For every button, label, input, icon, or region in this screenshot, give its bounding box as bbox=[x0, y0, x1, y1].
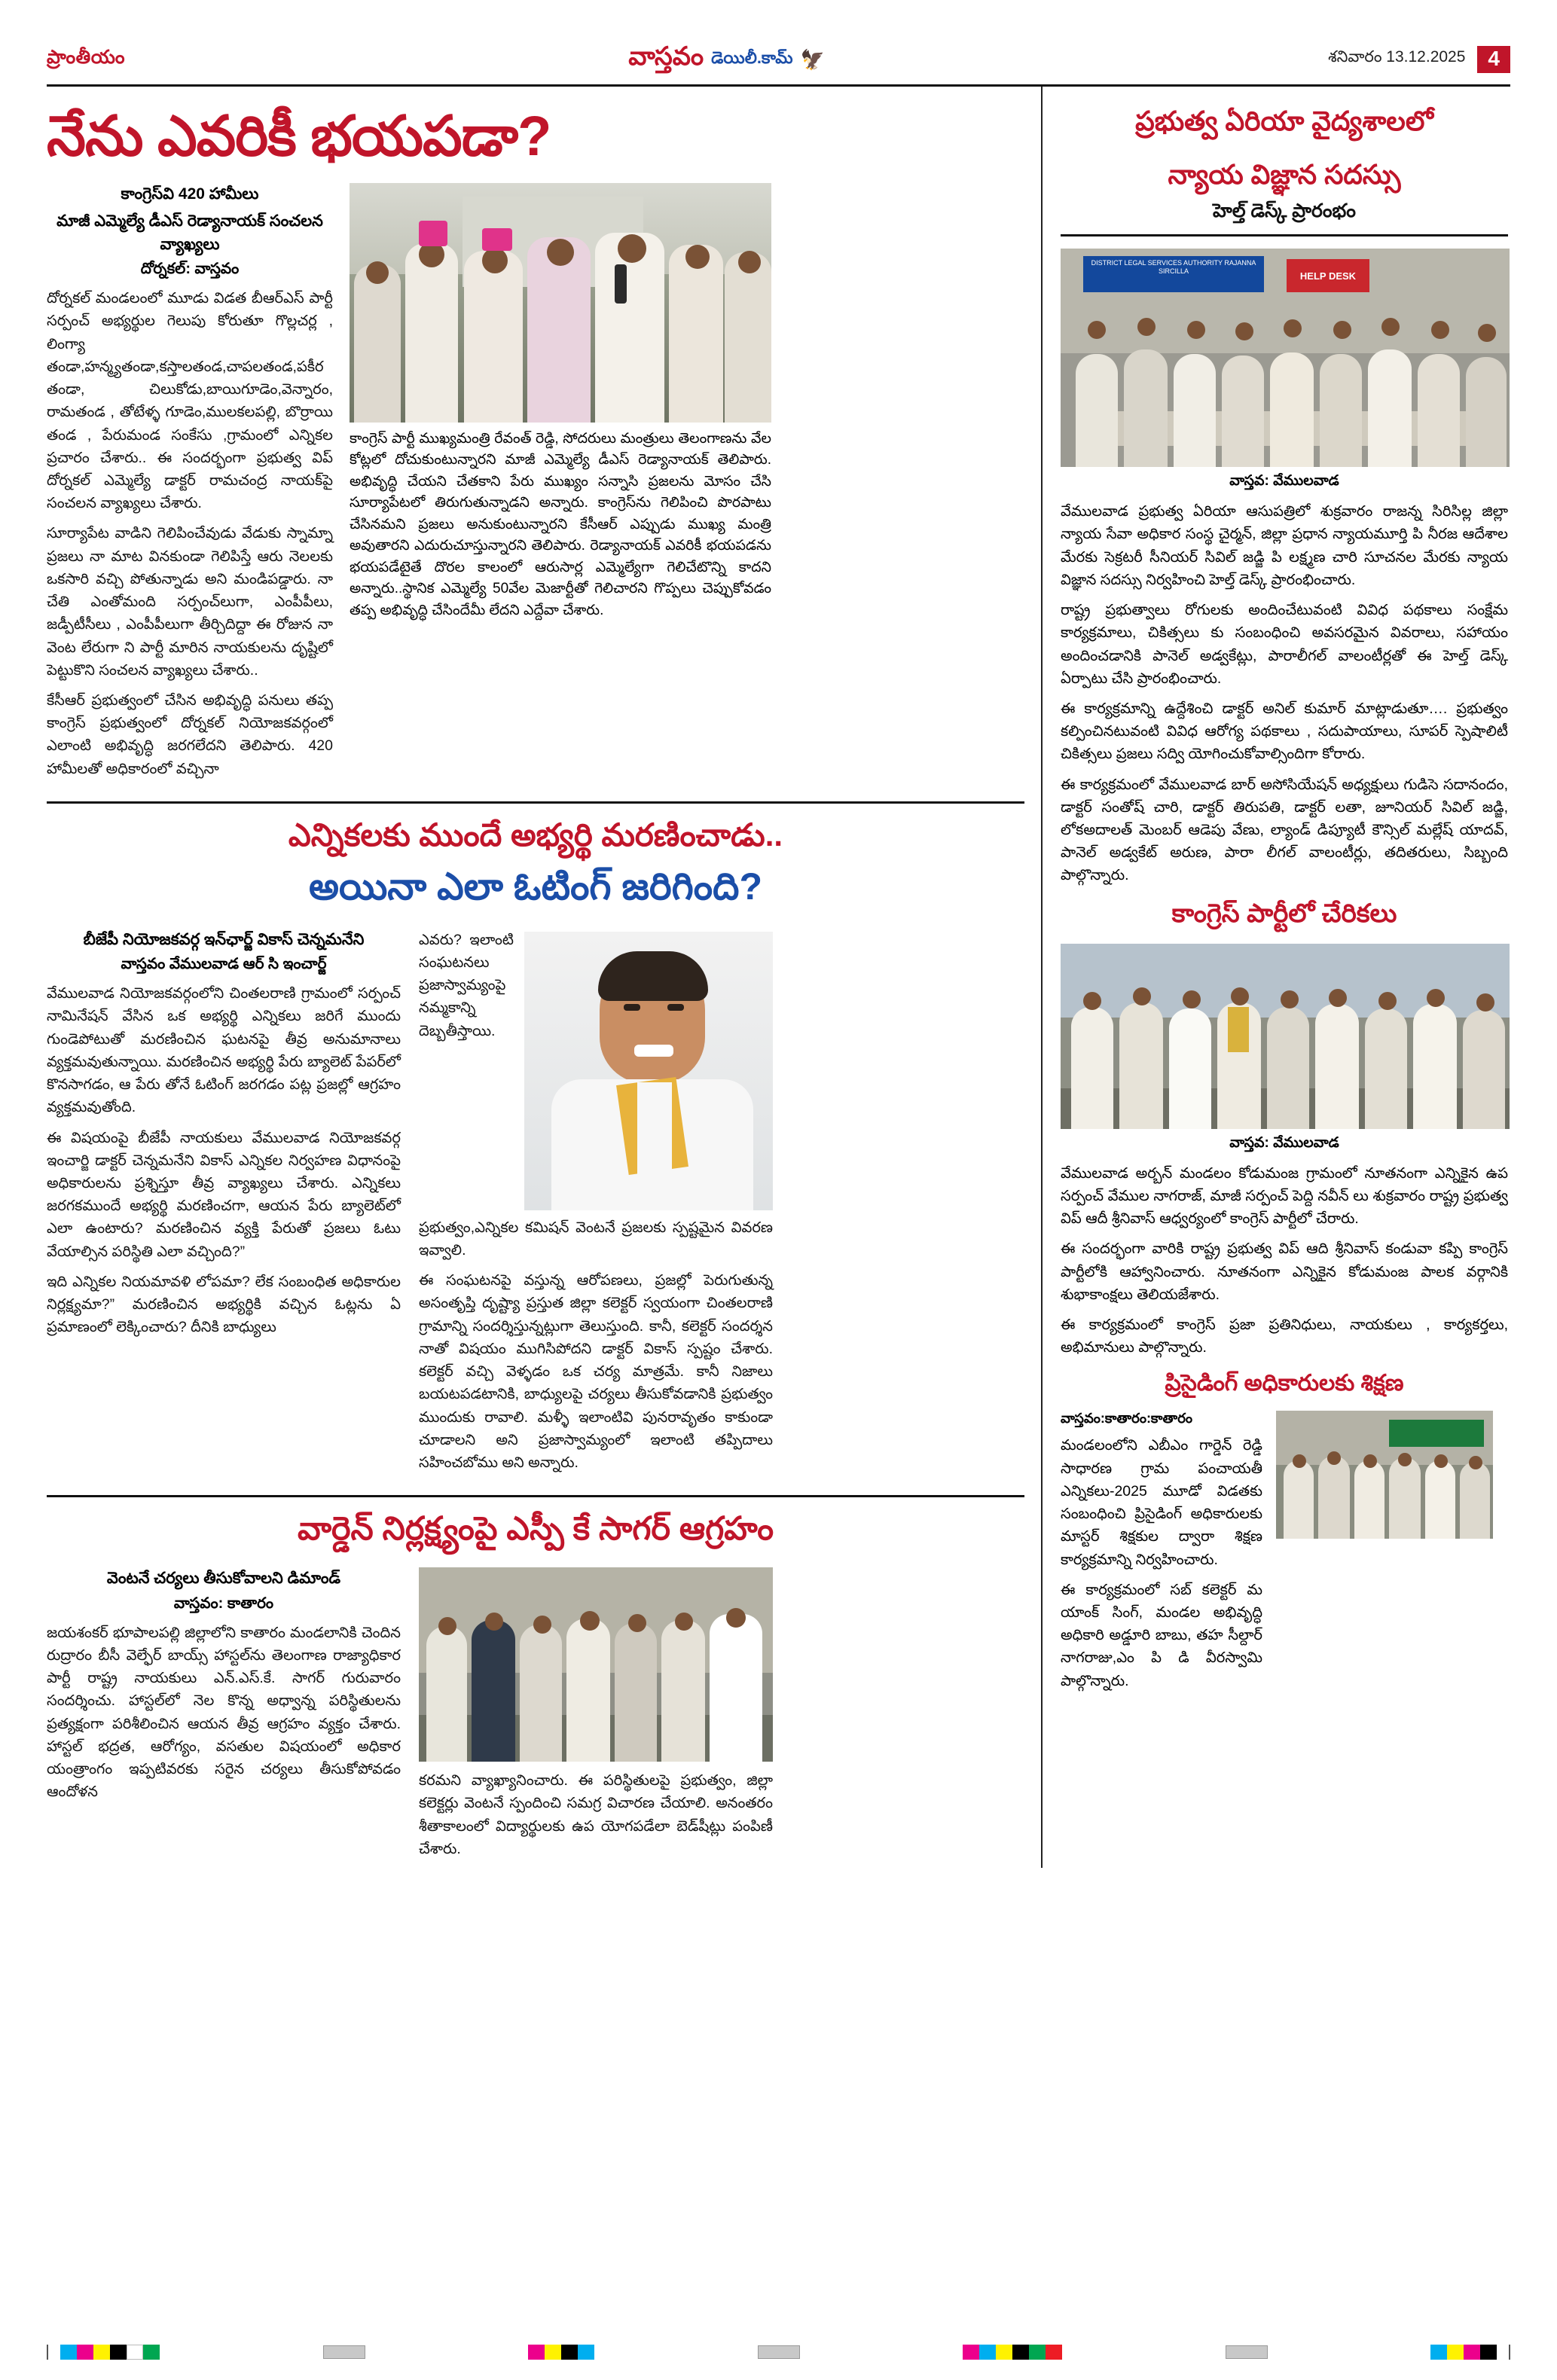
story-lead-kicker-2: మాజీ ఎమ్మెల్యే డీఎస్ రెడ్యానాయక్ సంచలన వ్యాఖ్యలు bbox=[56, 212, 323, 253]
publication-date: శనివారం 13.12.2025 bbox=[1328, 48, 1466, 66]
story-ballot-left-column bbox=[47, 929, 401, 1481]
story-lead-byline: దోర్నకల్: వాస్తవం bbox=[140, 261, 240, 278]
vikas-chennamaneni-portrait bbox=[524, 932, 773, 1210]
right-story-1-headline-2: న్యాయ విజ్ఞాన సదస్సు bbox=[1168, 158, 1401, 190]
story-ballot-kicker: బీజేపీ నియోజకవర్గ ఇన్‌ఛార్జ్ వికాస్ చెన్నమనేని bbox=[83, 930, 365, 948]
story-lead-body bbox=[47, 287, 333, 780]
paragraph: ఎవరు? ఇలాంటి సంఘటనలు ప్రజాస్వామ్యంపై నమ్మకాన్ని దెబ్బతీస్తాయి. ప్రభుత్వం,ఎన్నికల కమిషన్ వెంటనే ప్రజలకు స్పష్టమైన వివరణ ఇవ్వాలి. bbox=[419, 931, 773, 1259]
paragraph: వేములవాడ ప్రభుత్వ ఏరియా ఆసుపత్రిలో శుక్రవారం రాజన్న సిరిసిల్ల జిల్లా న్యాయ సేవా అధికార సంస్థ చైర్మన్, జిల్లా ప్రధాన న్యాయమూర్తి పి నీరజ ఆదేశాల మేరకు సెక్రటరీ సీనియర్ సివిల్ జడ్జి పి లక్ష్మణ చారి సూచనల మేరకు న్యాయ విజ్ఞాన సదస్సు నిర్వహించి హెల్త్ డెస్క్ ప్రారంభించారు. bbox=[1061, 503, 1508, 588]
paper-title: వాస్తవం bbox=[628, 41, 704, 71]
story-lead-photo-column bbox=[350, 183, 771, 788]
gray-patch bbox=[323, 2345, 365, 2359]
presiding-officers-training-photo bbox=[1276, 1411, 1493, 1539]
right-story-2-body bbox=[1061, 1162, 1508, 1359]
story-hostel-headline: వార్డెన్ నిర్లక్ష్యంపై ఎస్పీ కే సాగర్ ఆగ్రహం bbox=[297, 1511, 774, 1548]
story-ballot-right-column bbox=[419, 929, 773, 1481]
bird-icon: 🦅 bbox=[800, 47, 825, 71]
paragraph: ఈ సందర్భంగా వారికి రాష్ట్ర ప్రభుత్వ విప్ ఆది శ్రీనివాస్ కండువా కప్పి కాంగ్రెస్ పార్టీలోకి ఆహ్వానించారు. నూతనంగా ఎన్నికైన కోడుమంజ పాలక వర్గానికి శుభాకాంక్షలు తెలియజేశారు. bbox=[1061, 1240, 1508, 1303]
story-lead-kicker-1: కాంగ్రెస్‌వి 420 హామీలు bbox=[121, 185, 259, 203]
story-ballot-headline-1: ఎన్నికలకు ముందే అభ్యర్థి మరణించాడు.. bbox=[288, 816, 783, 853]
story-hostel-kicker: వెంటనే చర్యలు తీసుకోవాలని డిమాండ్ bbox=[106, 1570, 341, 1588]
help-desk-sign: HELP DESK bbox=[1287, 259, 1369, 292]
masthead-logo bbox=[628, 42, 825, 78]
paper-subtitle: డెయిలీ.కామ్ bbox=[711, 47, 793, 67]
story-ballot-byline: వాస్తవం వేములవాడ ఆర్ సి ఇంచార్జ్ bbox=[121, 956, 327, 973]
story-lead bbox=[47, 183, 1024, 788]
paragraph: కరమని వ్యాఖ్యానించారు. ఈ పరిస్థితులపై ప్రభుత్వం, జిల్లా కలెక్టర్లు వెంటనే స్పందించి సమగ్ర విచారణ చేయాలి. అనంతరం శీతాకాలంలో విద్యార్థులకు ఉప యోగపడేలా బెడ్‌షీట్లు పంపిణీ చేశారు. bbox=[419, 1772, 773, 1857]
congress-joining-photo bbox=[1061, 944, 1510, 1129]
paragraph: వేములవాడ అర్బన్ మండలం కోడుమంజ గ్రామంలో నూతనంగా ఎన్నికైన ఉప సర్పంచ్ వేముల నాగరాజ్, మాజీ సర్పంచ్ పెద్ది నవీన్ లు శుక్రవారం రాష్ట్ర ప్రభుత్వ విప్ ఆదీ శ్రీనివాస్ ఆధ్వర్యంలో కాంగ్రెస్ పార్టీలో చేరారు. bbox=[1061, 1164, 1508, 1228]
story-hostel-byline: వాస్తవం: కాతారం bbox=[173, 1594, 274, 1612]
divider bbox=[47, 1495, 1024, 1497]
masthead-right bbox=[1328, 46, 1510, 74]
legal-services-meeting-photo bbox=[1061, 249, 1510, 467]
paragraph: ఈ కార్యక్రమంలో సబ్ కలెక్టర్ మ యాంక్ సింగ్, మండల అభివృద్ధి అధికారి అడ్డూరి బాబు, తహ సీల్దార్ నాగరాజు,ఎం పి డి వీరస్వామి పాల్గొన్నారు. bbox=[1061, 1581, 1262, 1689]
paragraph: సూర్యాపేట వాడిని గెలిపించేవుడు వేడుకు స్నామ్నా ప్రజలు నా మాట వినకుండా గెలిపిస్తే ఆరు నెలలకు ఒకసారి వచ్చి పోతున్నాడు అని మండిపడ్డారు. నా చేతి ఎంతోమంది సర్పంచ్‌లుగా, ఎంపీపీలు, జడ్పీటీసీలు , ఎంపీపీలుగా తీర్చిదిద్దా ఈ రోజున నా వెంట లేరుగా ని పార్టీ మారిన నాయకులను దృష్టిలో పెట్టుకొని సంచలన వ్యాఖ్యలు చేశారు.. bbox=[47, 525, 333, 679]
story-ballot-headline-2: అయినా ఎలా ఓటింగ్ జరిగింది? bbox=[308, 865, 763, 908]
right-story-3-body bbox=[1061, 1434, 1262, 1692]
story-ballot bbox=[47, 817, 1024, 1481]
color-bar-group-2 bbox=[528, 2345, 594, 2360]
paragraph: ఈ కార్యక్రమంలో వేములవాడ బార్ అసోసియేషన్ అధ్యక్షులు గుడిసె సదానందం, డాక్టర్ సంతోష్ చారి, డాక్టర్ తిరుపతి, డాక్టర్ లతా, జూనియర్ సివిల్ జడ్జి, లోకఅదాలత్ మెంబర్ ఆడెపు వేణు, ల్యాండ్ డిప్యూటీ కౌన్సిల్ మల్లేష్ యాదవ్, పానెల్ అడ్వకేట్ అరుణ, పారా లీగల్ వాలంటీర్లు, తదితరులు, సిబ్బంది పాల్గొన్నారు. bbox=[1061, 776, 1508, 884]
divider bbox=[47, 801, 1024, 804]
right-story-1-subhead: హెల్త్ డెస్క్ ప్రారంభం bbox=[1061, 200, 1508, 236]
right-story-2-headline: కాంగ్రెస్ పార్టీలో చేరికలు bbox=[1171, 899, 1397, 928]
main-headline: నేను ఎవరికీ భయపడా? bbox=[47, 105, 551, 167]
page-number: 4 bbox=[1477, 46, 1510, 74]
right-story-3-headline: ప్రిసైడింగ్ అధికారులకు శిక్షణ bbox=[1165, 1371, 1404, 1396]
story-hostel-text-column bbox=[47, 1567, 401, 1868]
right-story-3-photo-column bbox=[1276, 1411, 1493, 1699]
story-lead-text-column bbox=[47, 183, 333, 788]
story-ballot-body-left bbox=[47, 982, 401, 1338]
story-hostel-body-right bbox=[419, 1769, 773, 1860]
paragraph: ఈ సంఘటనపై వస్తున్న ఆరోపణలు, ప్రజల్లో పెరుగుతున్న అసంతృప్తి దృష్ట్యా ప్రస్తుత జిల్లా కలెక్టర్ స్వయంగా చింతలరాణి గ్రామాన్ని సందర్శిస్తున్నట్లుగా తెలుస్తుంది. కానీ, కలెక్టర్ సందర్శన నాతో విషయం ముగిసిపోదని డాక్టర్ వికాస్ స్పష్టం చేశారు. కలెక్టర్ వచ్చి వెళ్ళడం ఒక చర్య మాత్రమే. కానీ నిజాలు బయటపడటానికి, బాధ్యులపై చర్యలు తీసుకోవడానికి ప్రభుత్వం ముందుకు రావాలి. మళ్ళీ ఇలాంటివి పునరావృతం కాకుండా చూడాలని అని ప్రజాస్వామ్యంలో ఇలాంటి తప్పిదాలు సహించబోము అని అన్నారు. bbox=[419, 1272, 773, 1471]
color-calibration-bars bbox=[47, 2344, 1510, 2360]
paragraph: ఈ కార్యక్రమాన్ని ఉద్దేశించి డాక్టర్ అనిల్ కుమార్ మాట్లాడుతూ…. ప్రభుత్వం కల్పించినటువంటి వివిధ ఆరోగ్య పథకాలు , సదుపాయాలు, సూపర్ స్పెషాలిటీ చికిత్సలు ప్రజలు సద్వి యోగించుకోవాల్సిందిగా కోరారు. bbox=[1061, 700, 1508, 763]
right-story-3-text-column bbox=[1061, 1411, 1262, 1699]
paragraph: రాష్ట్ర ప్రభుత్వాలు రోగులకు అందించేటువంటి వివిధ పథకాలు సంక్షేమ కార్యక్రమాలు, చికిత్సలు కు సంబంధించి అవసరమైన వివరాలు, సహాయం అందించడానికి పానెల్ అడ్వకేట్లు, పారాలీగల్ వాలంటీర్లతో ఈ హెల్త్ డెస్క్ ఏర్పాటు చేసి ప్రారంభించారు. bbox=[1061, 602, 1508, 687]
paragraph: దోర్నకల్ మండలంలో మూడు విడత బీఆర్ఎస్ పార్టీ సర్పంచ్ అభ్యర్థుల గెలుపు కోరుతూ గొల్లచర్ల , లింగ్యా తండా,హన్మ్యతండా,కస్తాలతండ,చాపలతండ,పకీర తండా, చిలుకోడు,బాయిగూడెం,వెన్నారం, రామతండ , తోటేళ్ళ గూడెం,ములకలపల్లి, బొర్రాయి తండ , పేరుమండ సంకేసు ,గ్రామంలో ఎన్నికల ప్రచారం చేశారు.. ఈ సందర్భంగా ప్రభుత్వ విప్ దోర్నకల్ ఎమ్మెల్యే డాక్టర్ రామచంద్ర నాయక్‌పై సంచలన వ్యాఖ్యలు చేశారు. bbox=[47, 290, 333, 512]
hostel-visit-photo bbox=[419, 1567, 773, 1762]
paragraph: వేములవాడ నియోజకవర్గంలోని చింతలరాణి గ్రామంలో సర్పంచ్ నామినేషన్ వేసిన ఒక అభ్యర్థి ఎన్నికలు జరిగే ముందు గుండెపోటుతో మరణించిన ఘటనపై తీవ్ర అనుమానాలు వ్యక్తమవుతున్నాయి. మరణించిన అభ్యర్థి పేరు బ్యాలెట్ పేపర్‌లో కొనసాగడం, ఆ పేరు తోనే ఓటింగ్ జరగడం పట్ల ప్రజల్లో ఆగ్రహం వ్యక్తమవుతోంది. bbox=[47, 985, 401, 1116]
masthead bbox=[47, 35, 1510, 87]
left-column bbox=[47, 87, 1041, 1868]
paragraph: ఈ కార్యక్రమంలో కాంగ్రెస్ ప్రజా ప్రతినిధులు, నాయకులు , కార్యకర్తలు, అభిమానులు పాల్గొన్నారు. bbox=[1061, 1317, 1508, 1356]
right-column bbox=[1041, 87, 1508, 1868]
paragraph: జయశంకర్ భూపాలపల్లి జిల్లాలోని కాతారం మండలానికి చెందిన రుద్రారం బీసీ వెల్ఫేర్ బాయ్స్ హాస్టల్‌ను తెలంగాణ రాజ్యాధికార పార్టీ రాష్ట్ర నాయకులు ఎన్.ఎస్.కే. సాగర్ గురువారం సందర్శించు. హాస్టల్‌లో నెల కొన్న అధ్వాన్న పరిస్థితులను ప్రత్యక్షంగా పరిశీలించిన ఆయన తీవ్ర ఆగ్రహం వ్యక్తం చేశారు. హాస్టల్ భద్రత, ఆరోగ్యం, వసతుల విషయంలో అధికార యంత్రాంగం ఇప్పటివరకు సరైన చర్యలు తీసుకోపోవడం ఆందోళన bbox=[47, 1624, 401, 1801]
story-hostel bbox=[47, 1511, 1024, 1868]
right-story-2-photo-caption: వాస్తవ: వేములవాడ bbox=[1229, 1134, 1339, 1151]
gray-patch bbox=[758, 2345, 800, 2359]
paragraph: ఇది ఎన్నికల నియమావళి లోపమా? లేక సంబంధిత అధికారుల నిర్లక్ష్యమా?” మరణించిన అభ్యర్థికి వచ్చిన ఓట్లను ఏ ప్రమాణంలో లెక్కించారు? దీనికి బాధ్యులు bbox=[47, 1273, 401, 1336]
story-hostel-body-left bbox=[47, 1622, 401, 1804]
page-content bbox=[47, 87, 1510, 1868]
story-lead-photo-caption: కాంగ్రెస్ పార్టీ ముఖ్యమంత్రి రేవంత్ రెడ్డి, సోదరులు మంత్రులు తెలంగాణను వేల కోట్లలో దోచుకుంటున్నారని మాజీ ఎమ్మెల్యే డీఎస్ రెడ్యానాయక్ తెలిపారు. అభివృద్ధి చేయని చేతకాని పేరు ముఖ్యం సన్నాసి ప్రజలను మోసం చేసి సూర్యాపేటలో తిరుగుతున్నాడని అన్నారు. కాంగ్రెస్‌ను గెలిపించి పొరపాటు చేసినమని ప్రజలు అనుకుంటున్నారని కేసీఆర్ ఎప్పుడు ముఖ్య మంత్రి అవుతారని ఎదురుచూస్తున్నారని తెలిపారు. రెడ్యానాయక్ ఎవరికీ భయపడను భయపడేటైతే దొరల కాలంలో ఆరుసార్ల ఎమ్మెల్యేగా గెలిచేటొన్ని కాదని అన్నారు..స్థానిక ఎమ్మెల్యే 50వేల మెజార్టీతో గెలిచారని గొప్పలు చెప్పుకోవడం తప్ప అభివృద్ధి చేసిందేమీ లేదని ఎద్దేవా చేశారు. bbox=[350, 430, 771, 618]
election-campaign-photo bbox=[350, 183, 771, 423]
right-story-3 bbox=[1061, 1411, 1508, 1699]
color-bar-group-1 bbox=[60, 2345, 160, 2360]
paragraph: ఈ విషయంపై బీజేపీ నాయకులు వేములవాడ నియోజకవర్గ ఇంచార్జి డాక్టర్ చెన్నమనేని వికాస్ ఎన్నికల నిర్వహణ విధానంపై అధికారులను ప్రశ్నిస్తూ తీవ్ర వ్యాఖ్యలు చేశారు. ఎన్నికలు జరగకముందే అభ్యర్థి మరణించగా, ఆయన పేరు బ్యాలెట్‌లో ఎలా ఉంటారు? మరణించిన వ్యక్తి పేరుతో ప్రజలు ఓటు వేయాల్సిన పరిస్థితి ఎలా వచ్చింది?” bbox=[47, 1129, 401, 1260]
right-story-1-byline: వాస్తవ: వేములవాడ bbox=[1229, 473, 1339, 490]
right-story-1-headline-1: ప్రభుత్వ ఏరియా వైద్యశాలలో bbox=[1135, 105, 1433, 136]
gray-patch bbox=[1226, 2345, 1268, 2359]
paragraph: కేసీఆర్ ప్రభుత్వంలో చేసిన అభివృద్ధి పనులు తప్ప కాంగ్రెస్ ప్రభుత్వంలో దోర్నకల్ నియోజకవర్గంలో ఎలాంటి అభివృద్ధి జరగలేదని తెలిపారు. 420 హామీలతో అధికారంలో వచ్చినా bbox=[47, 691, 333, 777]
right-story-1-body bbox=[1061, 500, 1508, 887]
paragraph: మండలంలోని ఎబీఎం గార్డెన్ రెడ్డి సాధారణ గ్రామ పంచాయతీ ఎన్నికలు-2025 మూడో విడతకు సంబంధించి ప్రిసైడింగ్ అధికారులకు మాస్టర్ శిక్షకుల ద్వారా శిక్షణ కార్యక్రమాన్ని నిర్వహించారు. bbox=[1061, 1437, 1262, 1568]
event-banner: DISTRICT LEGAL SERVICES AUTHORITY RAJANNA SIRCILLA bbox=[1083, 256, 1264, 292]
color-bar-group-4 bbox=[1430, 2345, 1497, 2360]
color-bar-group-3 bbox=[963, 2345, 1062, 2360]
section-label: ప్రాంతీయం bbox=[47, 46, 126, 68]
story-hostel-photo-column bbox=[419, 1567, 773, 1868]
right-story-3-byline: వాస్తవం:కాతారం:కాతారం bbox=[1061, 1411, 1193, 1426]
